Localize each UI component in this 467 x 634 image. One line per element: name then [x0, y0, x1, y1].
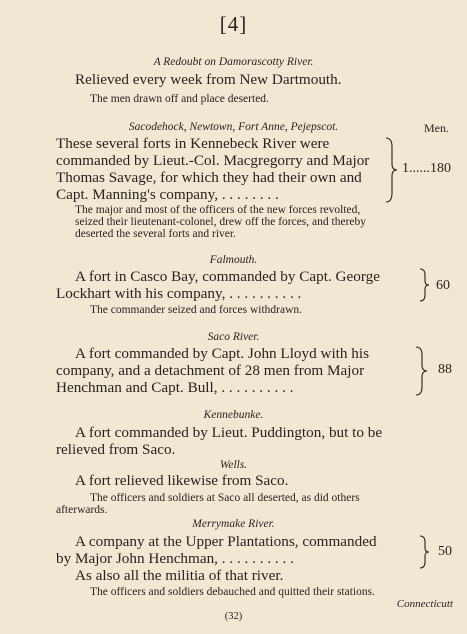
catchword: Connecticutt	[396, 598, 453, 610]
body-line: Relieved every week from New Dartmouth.	[75, 71, 342, 88]
men-count: 88	[438, 362, 452, 377]
note-line: afterwards.	[56, 504, 108, 516]
body-line: Capt. Manning's company, . . . . . . . .	[56, 186, 279, 203]
section-heading-falmouth: Falmouth.	[209, 254, 258, 266]
note-line: deserted the several forts and river.	[75, 228, 236, 240]
note-line: The men drawn off and place deserted.	[90, 93, 269, 105]
body-line: Henchman and Capt. Bull, . . . . . . . . . .	[56, 379, 294, 396]
section-heading-wells: Wells.	[219, 459, 248, 471]
note-line: The major and most of the officers of the new forces revolted,	[75, 204, 361, 216]
men-count: 1......180	[402, 161, 451, 176]
body-line: by Major John Henchman, . . . . . . . . . .	[56, 550, 294, 567]
note-line: The officers and soldiers debauched and quitted their stations.	[90, 586, 375, 598]
body-line: Lockhart with his company, . . . . . . . . . .	[56, 285, 302, 302]
body-line: A company at the Upper Plantations, commanded	[75, 533, 377, 550]
body-line: A fort commanded by Capt. John Lloyd with his	[75, 345, 370, 362]
note-line: The commander seized and forces withdrawn.	[90, 304, 303, 316]
body-line: relieved from Saco.	[56, 441, 176, 458]
body-line: A fort commanded by Lieut. Puddington, but to be	[75, 424, 383, 441]
body-line: commanded by Lieut.-Col. Macgregorry and Major	[56, 152, 370, 169]
section-heading-sacodehock: Sacodehock, Newtown, Fort Anne, Pejepscot.	[128, 121, 339, 133]
body-line: These several forts in Kennebeck River were	[56, 135, 330, 152]
page-number: [4]	[219, 12, 248, 36]
section-heading-merrymake: Merrymake River.	[192, 518, 275, 530]
note-line: seized their lieutenant-colonel, drew off the forces, and thereby	[75, 216, 366, 228]
section-heading-kennebunke: Kennebunke.	[203, 409, 264, 421]
body-line: company, and a detachment of 28 men from Major	[56, 362, 365, 379]
body-line: Thomas Savage, for which they had their own and	[56, 169, 362, 186]
men-count: 50	[438, 544, 452, 559]
body-line: A fort relieved likewise from Saco.	[75, 472, 289, 489]
note-line: The officers and soldiers at Saco all deserted, as did others	[90, 492, 360, 504]
section-heading-damorascotty: A Redoubt on Damorascotty River.	[153, 56, 314, 68]
men-count: 60	[436, 278, 450, 293]
body-line: As also all the militia of that river.	[75, 567, 284, 584]
men-column-label: Men.	[424, 121, 449, 135]
body-line: A fort in Casco Bay, commanded by Capt. George	[75, 268, 380, 285]
footer-page-number: (32)	[224, 611, 243, 622]
section-heading-saco-river: Saco River.	[207, 331, 260, 343]
